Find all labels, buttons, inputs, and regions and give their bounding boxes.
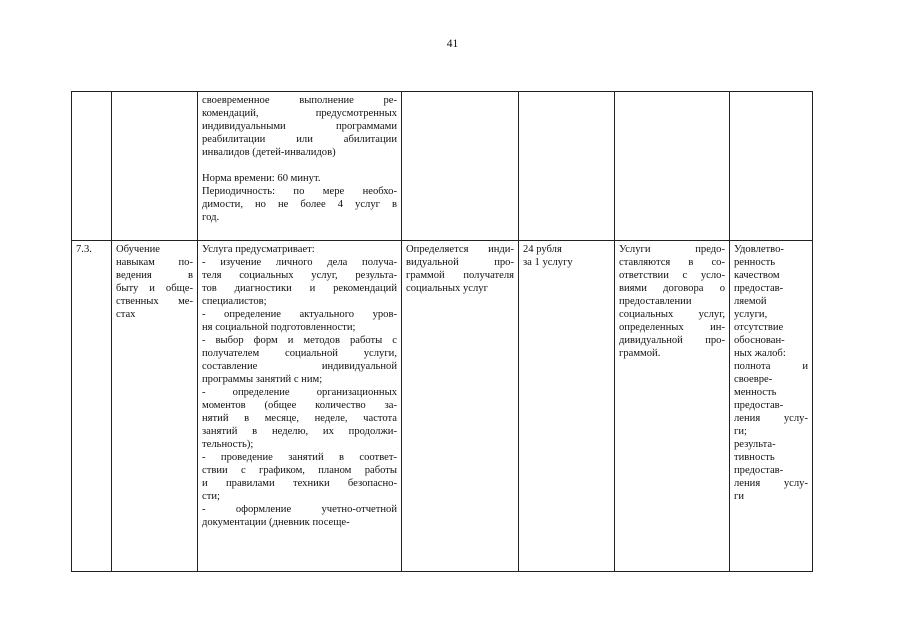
cell-line: ствии с графиком, планом работы bbox=[202, 465, 397, 476]
cell-line: тов диагностики и рекомендаций bbox=[202, 283, 397, 294]
cell-line: за 1 услугу bbox=[523, 257, 573, 268]
cell-name bbox=[112, 241, 198, 572]
cell-line: Периодичность: по мере необхо- bbox=[202, 186, 397, 197]
cell-line: Определяется инди- bbox=[406, 244, 514, 255]
cell-line: Услуга предусматривает: bbox=[202, 244, 315, 255]
cell-number bbox=[72, 241, 112, 572]
cell-line: менность bbox=[734, 387, 777, 398]
cell-line: - определение организационных bbox=[202, 387, 397, 398]
cell-line: социальных услуг bbox=[406, 283, 488, 294]
cell-line: полнота и bbox=[734, 361, 808, 372]
cell-line: Обучение bbox=[116, 244, 161, 255]
cell-line: своевременное выполнение ре- bbox=[202, 95, 397, 106]
cell-line: социальных услуг, bbox=[619, 309, 725, 320]
cell-line: индивидуальными программами bbox=[202, 121, 397, 132]
cell-number bbox=[72, 92, 112, 241]
cell-line: качеством bbox=[734, 270, 780, 281]
cell-volume bbox=[402, 92, 519, 241]
cell-line: программы занятий с ним; bbox=[202, 374, 323, 385]
cell-line: ги; bbox=[734, 426, 747, 437]
cell-line: специалистов; bbox=[202, 296, 267, 307]
cell-line: ня социальной подготовленности; bbox=[202, 322, 356, 333]
cell-quality bbox=[730, 241, 813, 572]
cell-line: Удовлетво- bbox=[734, 244, 784, 255]
cell-line: результа- bbox=[734, 439, 776, 450]
cell-line: ведения в bbox=[116, 270, 193, 281]
cell-line: стах bbox=[116, 309, 136, 320]
cell-line: - оформление учетно-отчетной bbox=[202, 504, 397, 515]
cell-line: - изучение личного дела получа- bbox=[202, 257, 397, 268]
cell-line: определенных ин- bbox=[619, 322, 725, 333]
cell-name bbox=[112, 92, 198, 241]
cell-line: тивность bbox=[734, 452, 775, 463]
cell-line: предостав- bbox=[734, 283, 784, 294]
table-row bbox=[72, 92, 813, 241]
cell-line: тельность); bbox=[202, 439, 254, 450]
services-table bbox=[71, 91, 813, 572]
table-row bbox=[72, 241, 813, 572]
cell-line: быту и обще- bbox=[116, 283, 193, 294]
cell-line: услуги, bbox=[734, 309, 768, 320]
cell-volume bbox=[402, 241, 519, 572]
cell-line: комендаций, предусмотренных bbox=[202, 108, 397, 119]
cell-line: навыкам по- bbox=[116, 257, 193, 268]
cell-line: граммой. bbox=[619, 348, 661, 359]
cell-line: отсутствие bbox=[734, 322, 784, 333]
cell-conditions bbox=[615, 241, 730, 572]
cell-line: Норма времени: 60 минут. bbox=[202, 173, 321, 184]
cell-line: ных жалоб: bbox=[734, 348, 786, 359]
cell-line bbox=[202, 159, 397, 172]
cell-line: предостав- bbox=[734, 465, 784, 476]
cell-line: предостав- bbox=[734, 400, 784, 411]
cell-line: ставляются в со- bbox=[619, 257, 725, 268]
cell-line: ственных ме- bbox=[116, 296, 193, 307]
cell-line: обоснован- bbox=[734, 335, 785, 346]
cell-line: и правилами техники безопасно- bbox=[202, 478, 397, 489]
cell-line: предоставлении bbox=[619, 296, 692, 307]
cell-line: виями договора о bbox=[619, 283, 725, 294]
cell-line: ляемой bbox=[734, 296, 767, 307]
cell-quality bbox=[730, 92, 813, 241]
cell-description bbox=[198, 92, 402, 241]
cell-line: видуальной про- bbox=[406, 257, 514, 268]
cell-line: - определение актуального уров- bbox=[202, 309, 397, 320]
page-number: 41 bbox=[446, 38, 459, 50]
cell-line: ренность bbox=[734, 257, 776, 268]
cell-line: димости, но не более 4 услуг в bbox=[202, 199, 397, 210]
cell-line: своевре- bbox=[734, 374, 773, 385]
cell-line: теля социальных услуг, результа- bbox=[202, 270, 397, 281]
cell-price bbox=[519, 241, 615, 572]
cell-line: получателем социальной услуги, bbox=[202, 348, 397, 359]
cell-line: ления услу- bbox=[734, 413, 808, 424]
cell-line: моментов (общее количество за- bbox=[202, 400, 397, 411]
cell-description bbox=[198, 241, 402, 572]
cell-line: год. bbox=[202, 212, 220, 223]
cell-line: Услуги предо- bbox=[619, 244, 725, 255]
cell-line: - проведение занятий в соответ- bbox=[202, 452, 397, 463]
cell-line: - выбор форм и методов работы с bbox=[202, 335, 397, 346]
cell-line: дивидуальной про- bbox=[619, 335, 725, 346]
cell-line: граммой получателя bbox=[406, 270, 514, 281]
cell-line: ления услу- bbox=[734, 478, 808, 489]
cell-line: инвалидов (детей-инвалидов) bbox=[202, 147, 336, 158]
cell-line: занятий в неделю, их продолжи- bbox=[202, 426, 397, 437]
cell-line: ответствии с усло- bbox=[619, 270, 725, 281]
cell-line: реабилитации или абилитации bbox=[202, 134, 397, 145]
cell-conditions bbox=[615, 92, 730, 241]
cell-line: ги bbox=[734, 491, 745, 502]
cell-line: нятий в месяце, неделе, частота bbox=[202, 413, 397, 424]
cell-line: документации (дневник посеще- bbox=[202, 517, 350, 528]
cell-line: сти; bbox=[202, 491, 220, 502]
cell-price bbox=[519, 92, 615, 241]
service-number: 7.3. bbox=[76, 244, 92, 255]
cell-line: 24 рубля bbox=[523, 244, 562, 255]
cell-line: составление индивидуальной bbox=[202, 361, 397, 372]
